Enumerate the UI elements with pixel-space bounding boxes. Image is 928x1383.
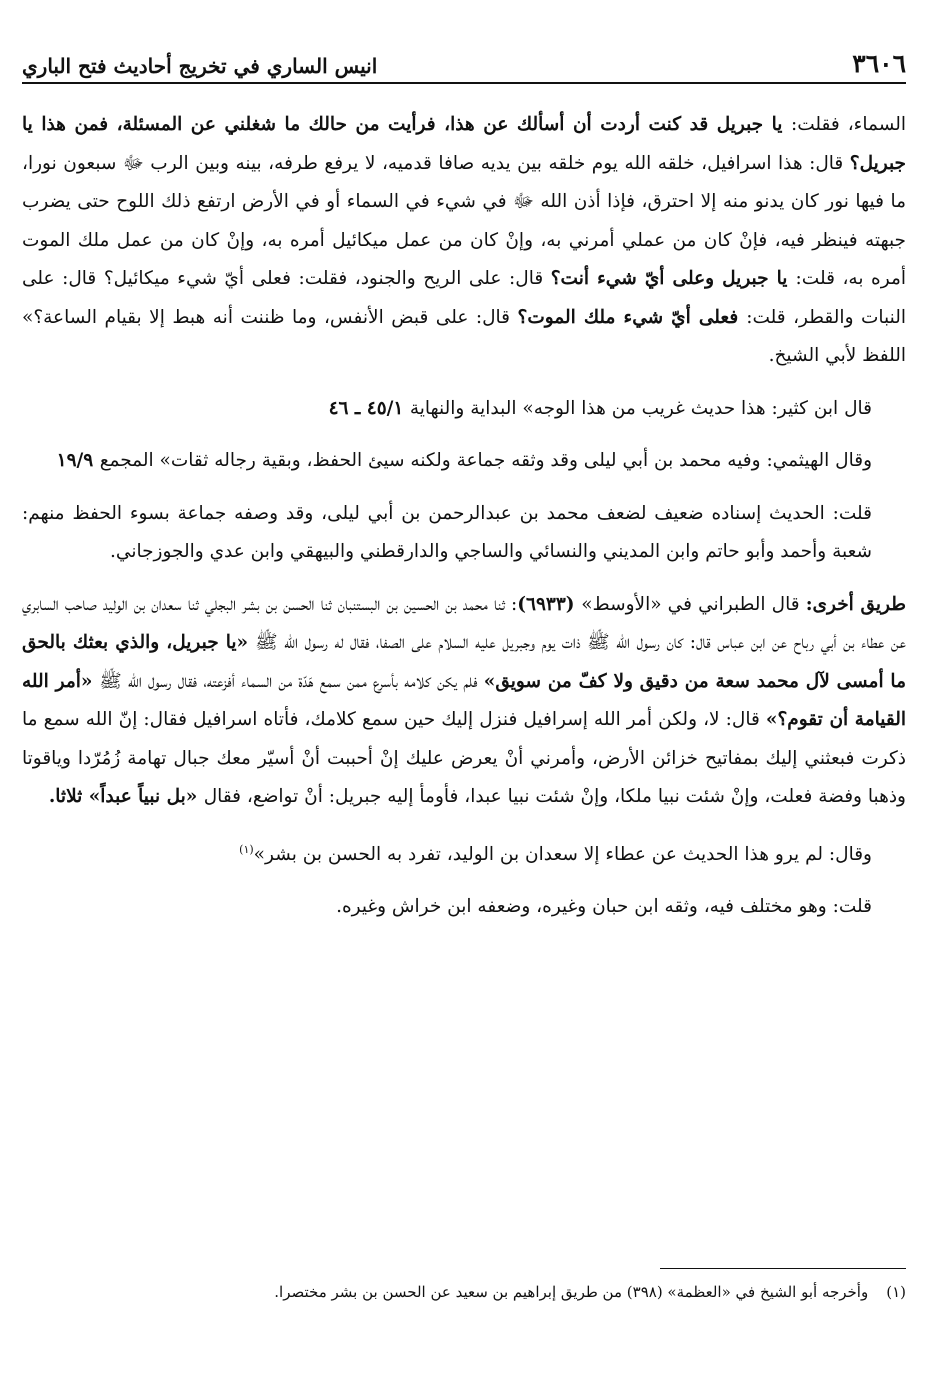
footnote-marker: (١) xyxy=(886,1283,906,1301)
text-run: وقال الهيثمي: وفيه محمد بن أبي ليلى وقد وثقه جماعة ولكنه سيئ الحفظ، وبقية رجاله ثقات» المجمع xyxy=(99,450,872,471)
bold-run: (٦٩٣٣) xyxy=(517,593,582,615)
bold-run: ٤٥/١ ـ ٤٦ xyxy=(328,397,410,419)
bold-run: فعلى أيّ شيء ملك الموت؟ xyxy=(517,306,747,328)
bold-run: طريق أخرى: xyxy=(805,593,906,615)
text-run: السماء، فقلت: xyxy=(791,114,906,135)
running-header xyxy=(22,48,906,84)
main-text xyxy=(22,106,906,941)
bold-run: «أمر الله القيامة أن تقوم؟» xyxy=(22,670,906,730)
footnote-reference: (١) xyxy=(239,842,254,856)
paragraph-isnad-grading: قلت: الحديث إسناده ضعيف لضعف محمد بن عبدالرحمن بن أبي ليلى، وقد وصفه جماعة بسوء الحفظ منهم: شعبة وأحمد وأبو حاتم وابن المديني والنسائي والساجي والدارقطني والبيهقي وابن عدي والجوزجاني. xyxy=(22,502,872,562)
bold-run: ١٩/٩ xyxy=(56,450,100,471)
bold-run: «يا جبريل، والذي بعثك بالحق ما أمسى لآل محمد سعة من دقيق ولا كفّ من سويق» xyxy=(22,632,906,692)
text-run: : ثنا محمد بن الحسين بن البستنبان ثنا الحسن بن بشر البجلي ثنا سعدان بن الوليد صاحب السابري عن عطاء بن أبي رباح عن ابن عباس قال: كان رسول الله ﷺ ذات يوم وجبريل عليه السلام على الصفا، فقال له رسول الله ﷺ xyxy=(22,593,906,653)
paragraph-conclusion: قلت: وهو مختلف فيه، وثقه ابن حبان وغيره، وضعفه ابن خراش وغيره. xyxy=(336,896,872,918)
bold-run: «بل نبياً عبداً» ثلاثا. xyxy=(48,786,204,807)
paragraph-ibn-kathir xyxy=(22,390,906,429)
text-run: فلم يكن كلامه بأسرع ممن سمع هَدّة من السماء أفزعته، فقال رسول الله ﷺ xyxy=(99,670,484,692)
text-run: قال: لا، ولكن أمر الله إسرافيل فنزل إليك حين سمع كلامك، فأتاه اسرافيل فقال: إنّ الله سمع ما ذكرت فبعثني إليك بمفاتيح خزائن الأرض، وأمرني أنْ يعرض عليك إنْ أحببت أنْ أسيّر معك جبال تهامة زُمُرّدا وياقوتا وذهبا وفضة فعلت، وإنْ شئت نبيا ملكا، وإنْ شئت نبيا عبدا، فأومأ إليه جبريل: أنْ تواضع، فقال xyxy=(22,709,906,807)
text-run: قال الطبراني في «الأوسط» xyxy=(581,593,806,615)
text-run: وقال: لم يرو هذا الحديث عن عطاء إلا سعدان بن الوليد، تفرد به الحسن بن بشر» xyxy=(253,843,872,865)
paragraph-hadith-text xyxy=(22,106,906,376)
page-number: ٣٦٠٦ xyxy=(852,49,906,78)
book-title: انيس الساري في تخريج أحاديث فتح الباري xyxy=(22,54,378,78)
footnote xyxy=(22,1280,906,1304)
text-run: قال ابن كثير: هذا حديث غريب من هذا الوجه» البداية والنهاية xyxy=(409,397,872,419)
footnote-separator xyxy=(660,1268,906,1269)
text-run: قال: على الريح والجنود، فقلت: فعلى أيّ شيء ميكائيل؟ قال: على النبات والقطر، قلت: xyxy=(22,268,906,328)
bold-run: يا جبريل وعلى أيّ شيء أنت؟ xyxy=(550,268,796,289)
text-run: قال: هذا اسرافيل، خلقه الله يوم خلقه بين يديه صافا قدميه، لا يرفع طرفه، بينه وبين الرب ﷻ سبعون نورا، ما فيها نور كان يدنو منه إلا احترق، فإذا أذن الله ﷻ في شيء في السماء أو في الأرض ارتفع ذلك اللوح حتى يضرب جبهته فينظر فيه، فإنْ كان من عملي أمرني به، وإنْ كان من عمل ميكائيل أمره به، وإنْ كان من عمل ملك الموت أمره به، قلت: xyxy=(22,152,906,289)
footnote-text: وأخرجه أبو الشيخ في «العظمة» (٣٩٨) من طريق إبراهيم بن سعيد عن الحسن بن بشر مختصرا. xyxy=(274,1283,869,1301)
paragraph-tabarani-comment xyxy=(22,831,906,875)
text-run: قال: على قبض الأنفس، وما ظننت أنه هبط إلا بقيام الساعة؟» اللفظ لأبي الشيخ. xyxy=(22,306,906,366)
paragraph-another-route xyxy=(22,586,906,817)
paragraph-haythami xyxy=(22,442,906,481)
bold-run: يا جبريل قد كنت أردت أن أسألك عن هذا، فرأيت من حالك ما شغلني عن المسئلة، فمن هذا يا جبريل؟ xyxy=(22,114,906,174)
